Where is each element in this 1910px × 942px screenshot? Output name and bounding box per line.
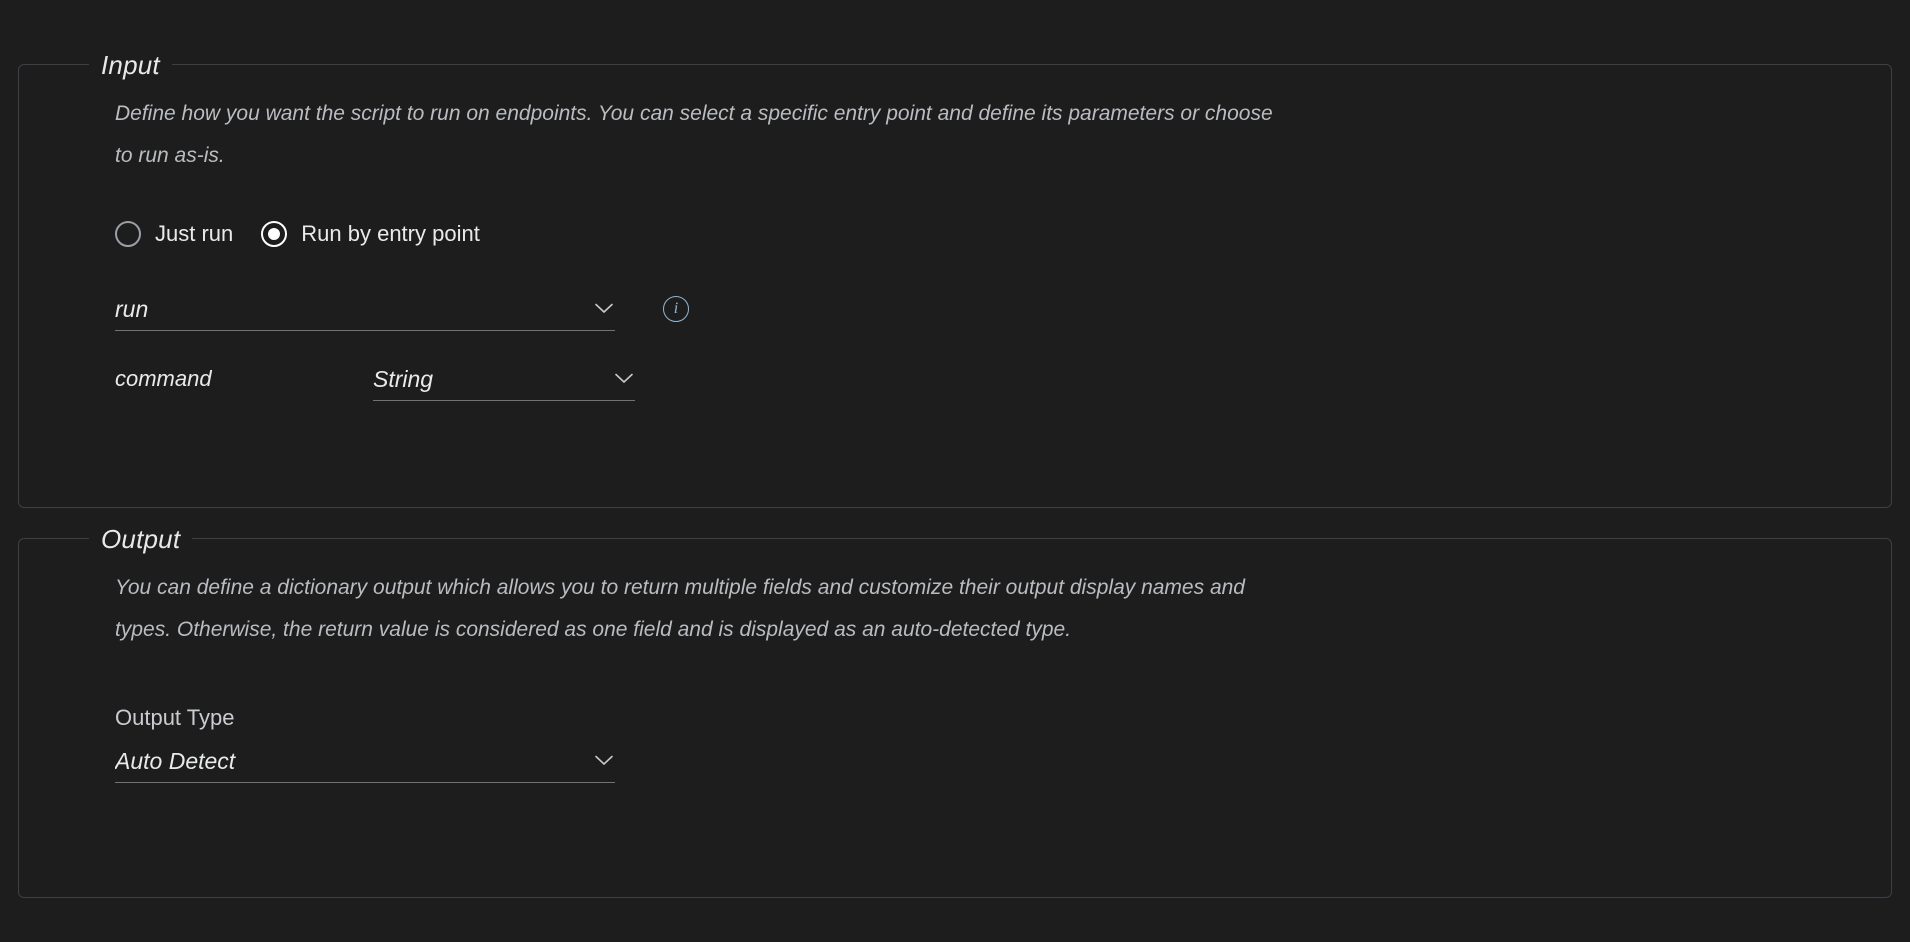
radio-run-by-entry-point-indicator[interactable] [261,221,287,247]
top-spacer [18,0,1892,64]
radio-run-by-entry-point-label: Run by entry point [301,221,480,246]
input-description: Define how you want the script to run on endpoints. You can select a specific entry point and define its parameters or choose to run as-is. [115,102,1273,167]
output-type-label: Output Type [115,705,235,730]
entry-point-select[interactable] [115,287,615,331]
run-mode-radio-group [115,221,1795,247]
panel-gap [18,508,1892,538]
chevron-down-icon [615,373,633,384]
entry-point-row [115,287,1795,331]
radio-run-by-entry-point[interactable] [261,221,480,247]
parameter-name-label: command [115,366,212,391]
input-panel-legend: Input [89,50,172,80]
radio-just-run-label: Just run [155,221,234,246]
parameter-type-select-value: String [373,365,434,392]
radio-just-run[interactable] [115,221,233,247]
info-icon[interactable]: i [663,296,689,322]
output-panel [18,524,1892,898]
chevron-down-icon [595,303,613,314]
output-type-select[interactable] [115,739,615,783]
output-panel-legend: Output [89,524,192,554]
entry-point-select-value: run [115,295,149,322]
parameter-row-command [115,357,1795,401]
output-panel-body [19,539,1891,813]
output-description: You can define a dictionary output which allows you to return multiple fields and customize their output display names and types. Otherwise, the return value is considered as one field and is displayed as an auto-detected type. [115,576,1245,641]
chevron-down-icon [595,755,613,766]
parameter-type-select[interactable] [373,357,635,401]
input-panel [18,50,1892,508]
radio-just-run-indicator[interactable] [115,221,141,247]
input-panel-body [19,65,1891,431]
output-type-select-value: Auto Detect [115,747,236,774]
